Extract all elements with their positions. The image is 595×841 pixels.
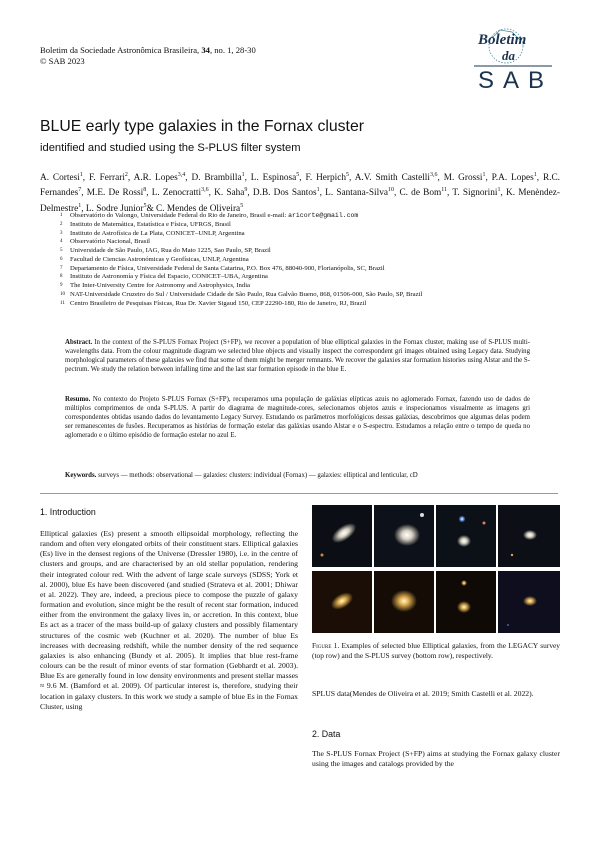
affiliation-item <box>60 282 560 291</box>
figure-1-label: Figure 1. <box>312 641 340 650</box>
author-affiliation-mark: 11 <box>441 187 448 194</box>
introduction-text: Elliptical galaxies (Es) present a smooth ellipsoidal morphology, reflecting the random and often very elongated orbits of their constituent stars. Elliptical galaxies (Es) live in the densest regions of the Universe (Dressler 1980), i.e. in the centre of clusters and groups, and are characterised by an old stellar population, rendering their integrated colour red. With the advent of large scale surveys (SDSS; York et al. 2000), blue Es have been discovered (and studied (Strateva et al. 2001; Dhiwar et al. 2022). They are, indeed, a precious piece to compose the puzzle of galaxy formation and evolution, since might be the result of recent star formation, induced either from the environment the galaxy lives in, or accretion. In this context, blue Es act as a tracer of the mass build-up of galaxy clusters and possibly filamentary structures of the cosmic web (Kuchner et al. 2020). The number of blue Es increases with decreasing redshift, while the number density of the red sequence galaxies is also enhancing (Bundy et al. 2005). It implies that blue rest-frame colours can be the result of minor events of star formation (Gebhardt et al. 2003). Blue Es are generally found in low density environments and present stellar masses ≈ 9.6 M. (Bamford et al. 2009). Of particular interest is, therefore, studying their location in galaxy clusters. In this work we study a sample of blue Es in the Fornax Cluster, using <box>40 529 298 711</box>
journal-name: Boletim da Sociedade Astronômica Brasileira, <box>40 45 200 55</box>
affiliation-item <box>60 247 560 256</box>
splus-image-3 <box>436 571 496 633</box>
sab-logo <box>472 26 558 92</box>
author-affiliation-mark: 5 <box>296 172 300 178</box>
author-affiliation-mark: 2 <box>124 172 128 178</box>
keywords-text: surveys — methods: observational — galaxies: clusters: individual (Fornax) — galaxies: elliptical and lenticular, cD <box>98 472 418 479</box>
author-affiliation-mark: 9 <box>244 187 248 194</box>
author-list: A. Cortesi$^1$, F. Ferrari$^2$, A.R. Lopes$^{3,4}$, D. Brambilla$^1$, L. Espinosa$^5$, F. Herpich$^5$, A.V. Smith Castelli$^{3,6}$, M. Grossi$^1$, P.A. Lopes$^1$, R.C. Fernandes$^7$, M.E. De Rossi$^8$, L. Zenocratti$^{3,6}$, K. Saha$^9$, D.B. Dos Santos$^1$, L. Santana-Silva$^{10}$, C. de Bom$^{11}$, T. Signorini$^1$, K. Menèndez-Delmestre$^1$, L. Sodre Junior$^5$& C. Mendes de Oliveira$^5$ <box>40 172 561 214</box>
legacy-image-4 <box>498 505 560 567</box>
logo-word-boletim: Boletim <box>478 32 527 48</box>
affiliation-item <box>60 230 560 239</box>
paper-subtitle: identified and studied using the S-PLUS filter system <box>40 142 301 154</box>
affiliation-list <box>60 212 560 308</box>
affiliation-number: 6 <box>60 256 63 262</box>
affiliation-number: 3 <box>60 230 63 236</box>
resumo-text: No contexto do Projeto S-PLUS Fornax (S+FP), recuperamos uma população de galáxias elípticas azuis no aglomerado Fornax, fazendo uso de dados de múltiplos comprimentos de onda S-PLUS. A partir do diagrama de magnitude-cores, selecionamos objetos azuis e inspecionamos visualmente as imagens gri correspondentes obtidas usando dados do levantamento Legacy Survey. Estudando os parâmetros morfológicos dessas galáxias, descobrimos que algumas delas podem ser remanescentes de fusões. Recuperamos as histórias de formação estelar das galáxias usando Alstar e o S-espectro. Estudamos a relação entre o tempo de queda no aglomerado e o último episódio de formação estelar no azul E. <box>65 396 531 440</box>
splus-image-4 <box>498 571 560 633</box>
affiliation-text: Observatório do Valongo, Universidade Federal do Rio de Janeiro, Brasil e-mail: <box>70 212 289 219</box>
logo-word-da: da <box>502 48 515 63</box>
abstract-text: In the context of the S-PLUS Fornax Project (S+FP), we recover a population of blue elliptical galaxies in the Fornax cluster, making use of S-PLUS multi-wavelengths data. From the colour magnitude diagram we selected blue objects and visually inspect the correspondent gri images obtained using Legacy data. Studying morphological parameters of these galaxies we find that some of them might be merger remnants. We recover the galaxies star formation histories using Alstar and the S-pectrum. We study the relation between infalling time and the last star formation episode in the blue E. <box>65 339 530 374</box>
journal-issue: , no. 1, 28-30 <box>209 45 256 55</box>
author-affiliation-mark: 3,6 <box>201 187 209 194</box>
data-section-text: The S-PLUS Fornax Project (S+FP) aims at studying the Fornax galaxy cluster using the images and catalogs provided by the <box>312 749 560 769</box>
journal-volume: 34 <box>201 45 210 55</box>
section-divider <box>40 493 558 494</box>
keywords-label: Keywords. <box>65 472 97 479</box>
legacy-image-2 <box>374 505 434 567</box>
affiliation-number: 9 <box>60 283 63 288</box>
affiliation-number: 11 <box>60 300 65 306</box>
splus-image-2 <box>374 571 434 633</box>
affiliation-text: Instituto de Matemática, Estatística e Física, UFRGS, Brasil <box>70 220 231 228</box>
affiliation-item <box>60 221 560 230</box>
affiliation-number: 8 <box>60 274 63 280</box>
affiliation-number: 10 <box>60 291 65 297</box>
affiliation-item <box>60 265 560 274</box>
affiliation-item <box>60 300 560 309</box>
author-affiliation-mark: 1 <box>241 172 245 178</box>
affiliation-number: 7 <box>60 265 63 271</box>
affiliation-text: NAT-Universidade Cruzeiro do Sul / Universidade Cidade de São Paulo, Rua Galvão Bueno, 868, 01506-000, São Paulo, SP, Brazil <box>70 290 423 298</box>
author-affiliation-mark: 5 <box>240 202 244 209</box>
paper-title: BLUE early type galaxies in the Fornax cluster <box>40 118 364 135</box>
author-affiliation-mark: 3,4 <box>177 172 186 178</box>
keywords <box>65 471 530 480</box>
affiliation-text: Instituto de Astronomía y Física del Espacio, CONICET–UBA, Argentina <box>70 273 268 281</box>
abstract-label: Abstract. <box>65 339 93 346</box>
affiliation-text: Universidade de São Paulo, IAG, Rua do Mato 1225, Sao Paulo, SP, Brazil <box>70 247 271 254</box>
affiliation-number: 4 <box>60 239 63 245</box>
affiliation-item <box>60 256 560 265</box>
affiliation-number: 1 <box>60 213 63 218</box>
affiliation-number: 5 <box>60 248 63 253</box>
copyright: © SAB 2023 <box>40 56 85 66</box>
affiliation-item <box>60 291 560 300</box>
affiliation-text: Observatório Nacional, Brasil <box>70 238 151 246</box>
figure-1-caption-text: Examples of selected blue Elliptical galaxies, from the LEGACY survey (top row) and the S-PLUS survey (bottom row), respectively. <box>312 641 560 660</box>
splus-image-1 <box>312 571 372 633</box>
figure-1-image-grid <box>312 505 560 633</box>
contact-email-link[interactable]: aricorte@gmail.com <box>288 212 359 219</box>
abstract <box>65 338 530 374</box>
author-affiliation-mark: 1 <box>316 187 320 194</box>
author-affiliation-mark: 10 <box>387 187 394 194</box>
resumo-label: Resumo. <box>65 396 91 403</box>
legacy-image-3 <box>436 505 496 567</box>
legacy-image-1 <box>312 505 372 567</box>
author-affiliation-mark: 5 <box>143 202 147 209</box>
section-heading-introduction: 1. Introduction <box>40 507 96 517</box>
splus-citation-text: SPLUS data(Mendes de Oliveira et al. 2019; Smith Castelli et al. 2022). <box>312 689 534 698</box>
author-affiliation-mark: 5 <box>346 172 350 178</box>
affiliation-number: 2 <box>60 221 63 227</box>
affiliation-text: Departamento de Física, Universidade Federal de Santa Catarina, P.O. Box 476, 88040-900, Florianópolis, SC, Brazil <box>70 264 385 272</box>
author-affiliation-mark: 1 <box>78 202 82 209</box>
affiliation-text: Facultad de Ciencias Astronómicas y Geofísicas, UNLP, Argentina <box>70 255 249 263</box>
author-affiliation-mark: 7 <box>78 187 82 194</box>
affiliation-text: Centro Brasileiro de Pesquisas Físicas, Rua Dr. Xavier Sigaud 150, CEP 22290-180, Rio de Janeiro, RJ, Brazil <box>70 299 367 307</box>
resumo <box>65 395 530 440</box>
figure-1-caption <box>312 641 560 660</box>
affiliation-item <box>60 212 560 221</box>
affiliation-item <box>60 273 560 282</box>
author-affiliation-mark: 1 <box>79 172 83 178</box>
author-affiliation-mark: 3,6 <box>429 172 438 178</box>
journal-header <box>40 45 256 67</box>
author-affiliation-mark: 8 <box>143 187 147 194</box>
logo-word-sab: SAB <box>478 67 554 92</box>
affiliation-text: Instituto de Astrofísica de La Plata, CONICET–UNLP, Argentina <box>70 229 245 237</box>
section-heading-data: 2. Data <box>312 729 341 739</box>
author-affiliation-mark: 1 <box>533 172 537 178</box>
affiliation-item <box>60 238 560 247</box>
author-affiliation-mark: 1 <box>497 187 501 194</box>
author-affiliation-mark: 1 <box>482 172 486 178</box>
affiliation-text: The Inter-University Centre for Astronomy and Astrophysics, India <box>70 282 251 289</box>
